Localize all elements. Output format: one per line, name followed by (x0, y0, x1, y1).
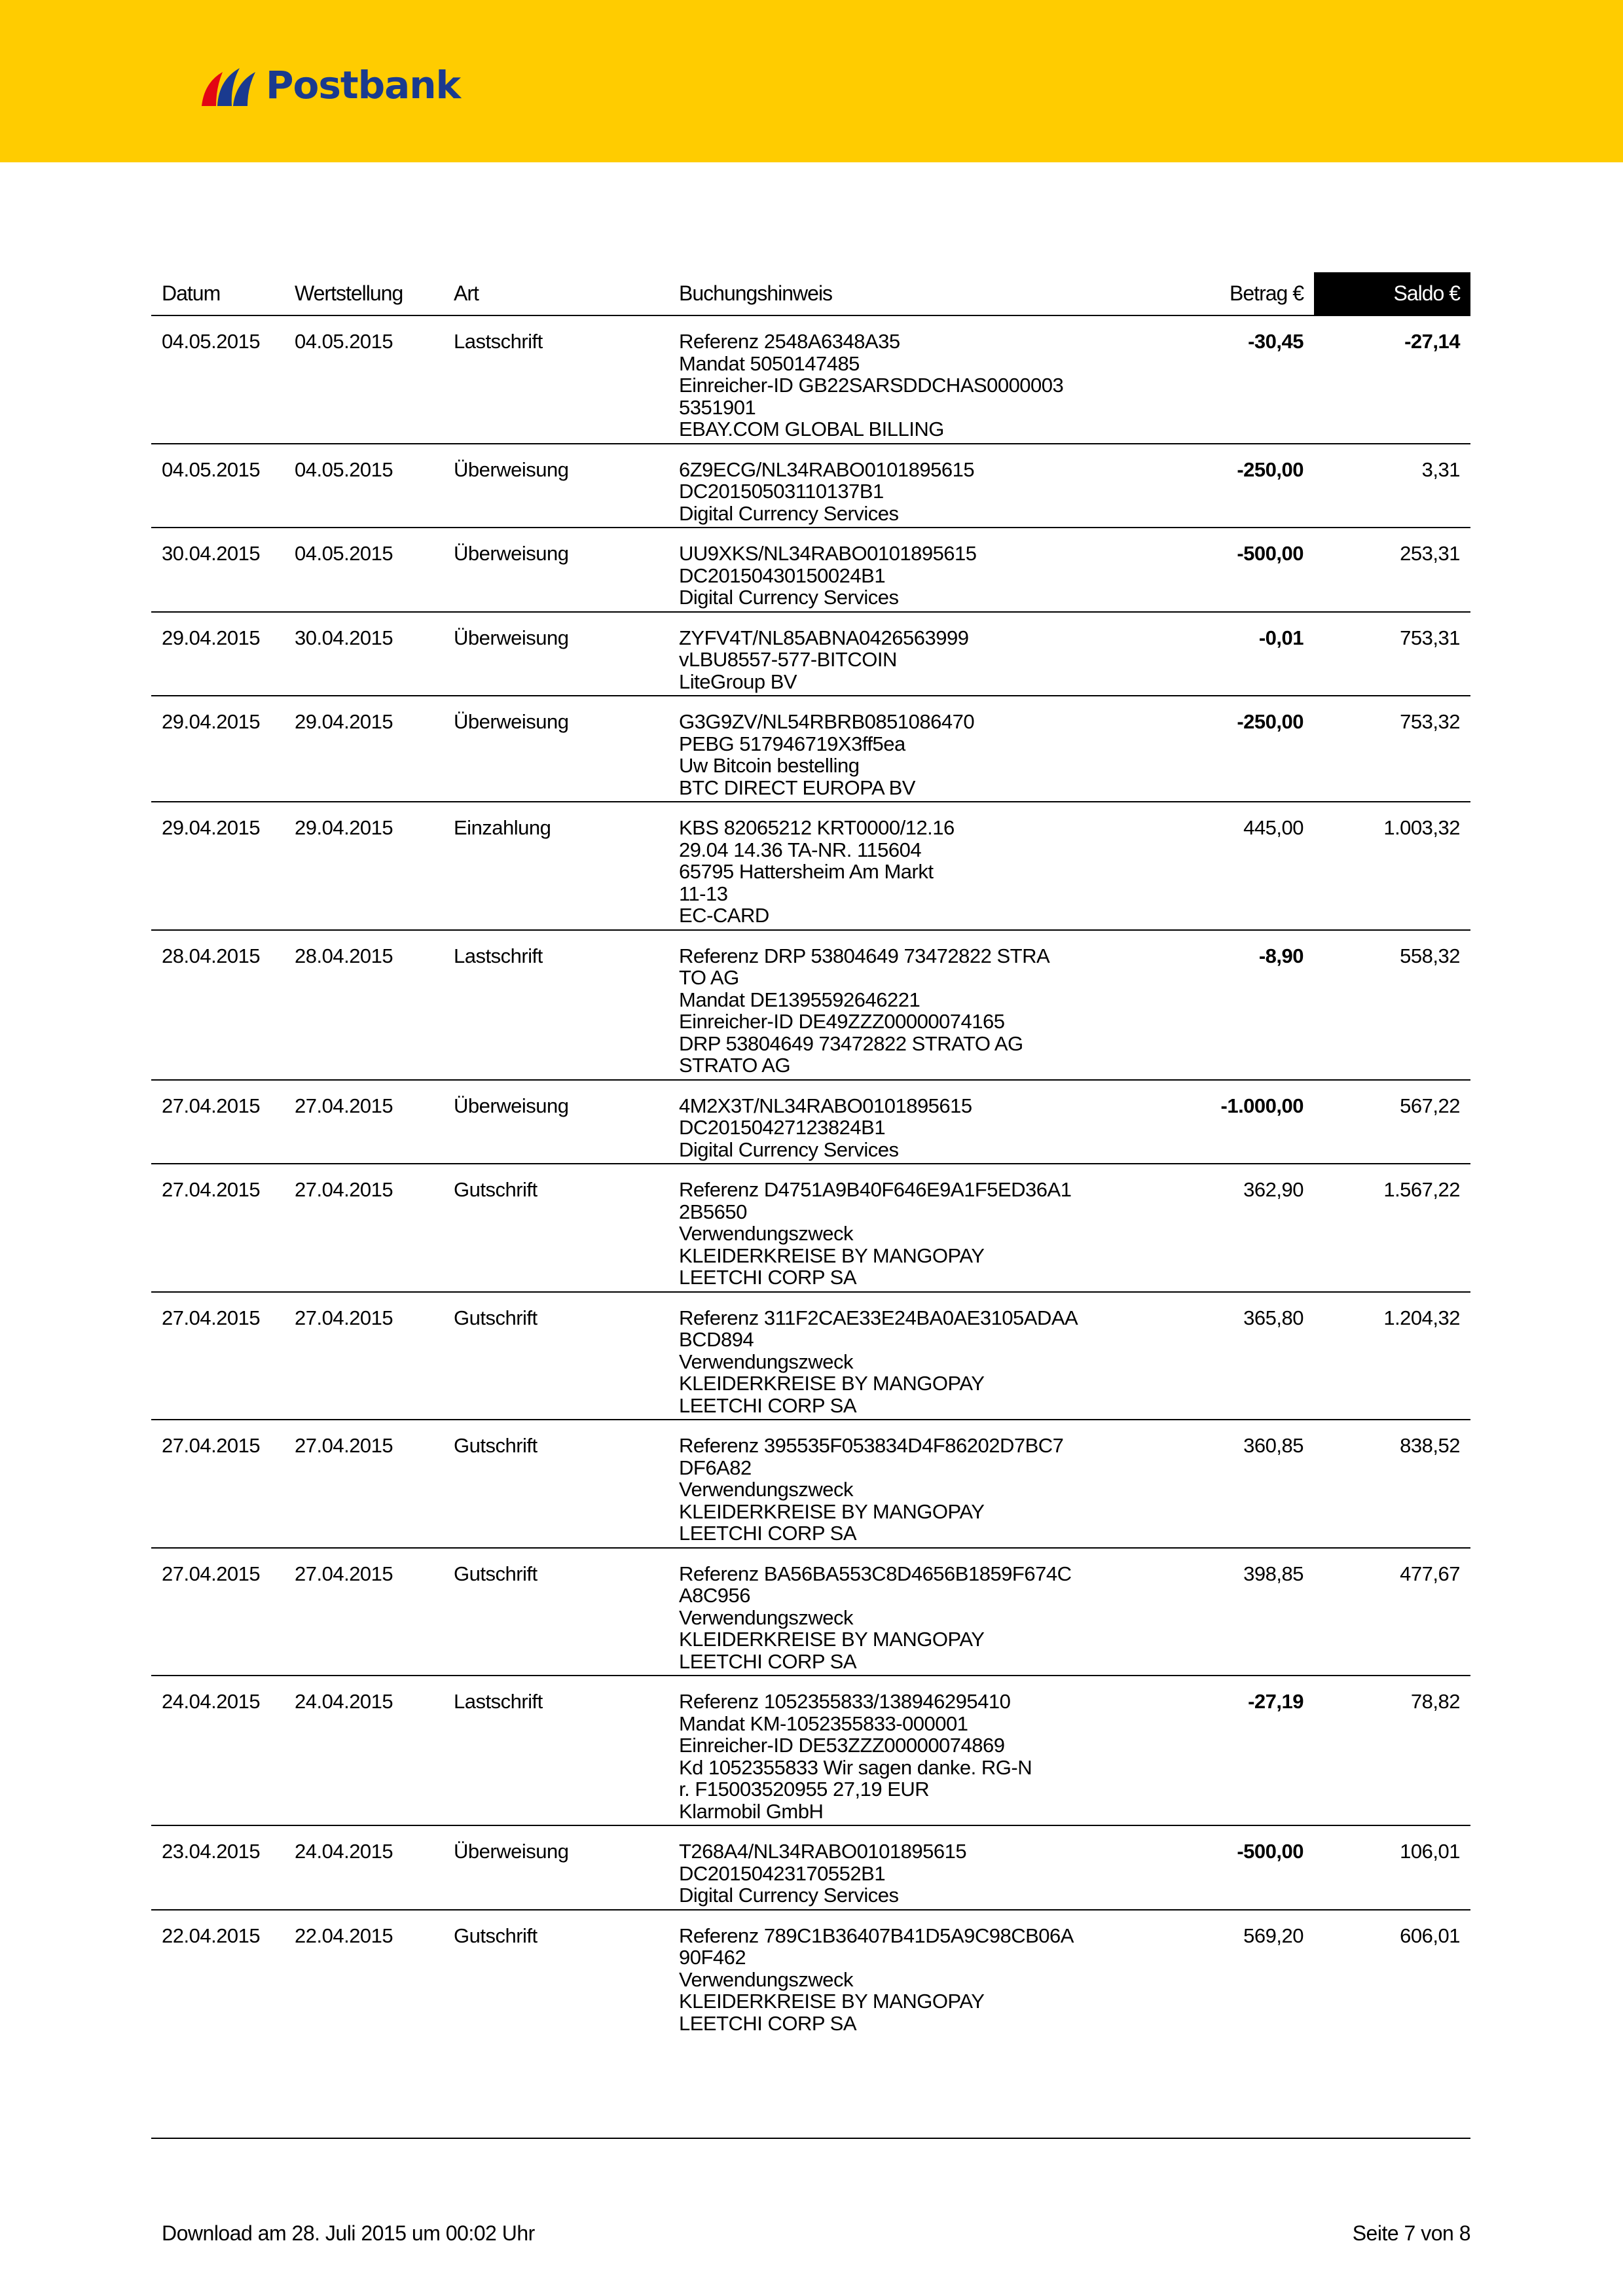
cell-art: Lastschrift (443, 930, 668, 1080)
buchungshinweis-line: Verwendungszweck (679, 1478, 853, 1501)
cell-art: Lastschrift (443, 1676, 668, 1825)
cell-wertstellung: 30.04.2015 (284, 612, 443, 696)
cell-wertstellung: 29.04.2015 (284, 696, 443, 802)
cell-saldo: 567,22 (1314, 1080, 1470, 1164)
cell-buchungshinweis (668, 930, 1179, 1080)
buchungshinweis-line: Referenz D4751A9B40F646E9A1F5ED36A1 (679, 1178, 1072, 1201)
cell-saldo: 1.567,22 (1314, 1164, 1470, 1292)
cell-art: Gutschrift (443, 1548, 668, 1676)
postbank-logo (196, 59, 460, 111)
buchungshinweis-line: Referenz 311F2CAE33E24BA0AE3105ADAA (679, 1306, 1078, 1329)
cell-wertstellung: 27.04.2015 (284, 1164, 443, 1292)
table-row (151, 1080, 1470, 1164)
cell-datum: 27.04.2015 (151, 1292, 284, 1420)
cell-datum: 04.05.2015 (151, 444, 284, 528)
buchungshinweis-line: 90F462 (679, 1946, 746, 1969)
buchungshinweis-line: LEETCHI CORP SA (679, 1393, 857, 1417)
table-row (151, 528, 1470, 612)
buchungshinweis-line: DC20150430150024B1 (679, 564, 886, 587)
buchungshinweis-line: Verwendungszweck (679, 1967, 853, 1991)
cell-saldo: 106,01 (1314, 1825, 1470, 1910)
cell-wertstellung: 24.04.2015 (284, 1825, 443, 1910)
cell-betrag: -250,00 (1179, 444, 1314, 528)
cell-wertstellung: 04.05.2015 (284, 444, 443, 528)
buchungshinweis-line: Digital Currency Services (679, 501, 899, 525)
cell-datum: 29.04.2015 (151, 612, 284, 696)
buchungshinweis-line: LEETCHI CORP SA (679, 1649, 857, 1673)
cell-saldo: 753,32 (1314, 696, 1470, 802)
buchungshinweis-line: 65795 Hattersheim Am Markt (679, 860, 934, 883)
cell-betrag: -250,00 (1179, 696, 1314, 802)
cell-datum: 24.04.2015 (151, 1676, 284, 1825)
buchungshinweis-line: Referenz BA56BA553C8D4656B1859F674C (679, 1562, 1072, 1585)
cell-buchungshinweis (668, 528, 1179, 612)
buchungshinweis-line: Referenz 789C1B36407B41D5A9C98CB06A (679, 1924, 1074, 1947)
column-header-betrag: Betrag € (1179, 272, 1314, 315)
cell-datum: 28.04.2015 (151, 930, 284, 1080)
table-row (151, 1292, 1470, 1420)
buchungshinweis-line: LEETCHI CORP SA (679, 1266, 857, 1289)
cell-buchungshinweis (668, 315, 1179, 444)
buchungshinweis-line: 29.04 14.36 TA-NR. 115604 (679, 838, 922, 861)
buchungshinweis-line: Klarmobil GmbH (679, 1799, 824, 1823)
buchungshinweis-line: KLEIDERKREISE BY MANGOPAY (679, 1372, 985, 1395)
buchungshinweis-line: KBS 82065212 KRT0000/12.16 (679, 816, 955, 839)
cell-saldo: 477,67 (1314, 1548, 1470, 1676)
buchungshinweis-line: Einreicher-ID DE49ZZZ00000074165 (679, 1010, 1005, 1033)
cell-datum: 23.04.2015 (151, 1825, 284, 1910)
bottom-divider (151, 2138, 1470, 2139)
page-number: Seite 7 von 8 (1352, 2221, 1470, 2245)
table-row (151, 612, 1470, 696)
buchungshinweis-line: PEBG 517946719X3ff5ea (679, 732, 905, 755)
cell-wertstellung: 24.04.2015 (284, 1676, 443, 1825)
cell-art: Überweisung (443, 1825, 668, 1910)
buchungshinweis-line: LEETCHI CORP SA (679, 1522, 857, 1545)
cell-datum: 29.04.2015 (151, 696, 284, 802)
cell-wertstellung: 28.04.2015 (284, 930, 443, 1080)
cell-wertstellung: 22.04.2015 (295, 1924, 393, 1947)
column-header-saldo: Saldo € (1314, 272, 1470, 315)
buchungshinweis-line: DC20150503110137B1 (679, 480, 884, 503)
cell-buchungshinweis (668, 1164, 1179, 1292)
column-header-art: Art (443, 272, 668, 315)
postbank-wordmark: Postbank (266, 63, 461, 107)
cell-betrag: -8,90 (1179, 930, 1314, 1080)
cell-betrag: 360,85 (1179, 1420, 1314, 1548)
cell-datum: 27.04.2015 (151, 1420, 284, 1548)
buchungshinweis-line: Referenz 2548A6348A35 (679, 330, 900, 353)
cell-saldo: -27,14 (1314, 315, 1470, 444)
cell-betrag: -0,01 (1179, 612, 1314, 696)
buchungshinweis-line: 11-13 (679, 882, 728, 905)
cell-saldo: 1.204,32 (1314, 1292, 1470, 1420)
buchungshinweis-line: r. F15003520955 27,19 EUR (679, 1778, 930, 1801)
cell-saldo: 753,31 (1314, 612, 1470, 696)
buchungshinweis-line: KLEIDERKREISE BY MANGOPAY (679, 1628, 985, 1651)
buchungshinweis-line: Digital Currency Services (679, 586, 899, 609)
cell-wertstellung: 27.04.2015 (284, 1420, 443, 1548)
table-row (151, 696, 1470, 802)
table-row (151, 1164, 1470, 1292)
cell-buchungshinweis (668, 444, 1179, 528)
cell-buchungshinweis (668, 802, 1179, 930)
cell-wertstellung: 04.05.2015 (284, 315, 443, 444)
column-header-datum: Datum (151, 272, 284, 315)
cell-saldo: 253,31 (1314, 528, 1470, 612)
cell-buchungshinweis (668, 1910, 1179, 2037)
buchungshinweis-line: Mandat 5050147485 (679, 351, 860, 375)
cell-wertstellung: 27.04.2015 (284, 1292, 443, 1420)
cell-datum: 30.04.2015 (151, 528, 284, 612)
cell-saldo: 838,52 (1314, 1420, 1470, 1548)
buchungshinweis-line: KLEIDERKREISE BY MANGOPAY (679, 1499, 985, 1523)
cell-buchungshinweis (668, 1080, 1179, 1164)
buchungshinweis-line: DRP 53804649 73472822 STRATO AG (679, 1031, 1023, 1055)
buchungshinweis-line: Referenz 1052355833/138946295410 (679, 1690, 1011, 1713)
buchungshinweis-line: 5351901 (679, 395, 756, 419)
cell-betrag: 362,90 (1179, 1164, 1314, 1292)
cell-wertstellung: 29.04.2015 (284, 802, 443, 930)
buchungshinweis-line: BCD894 (679, 1328, 754, 1351)
buchungshinweis-line: Verwendungszweck (679, 1350, 853, 1373)
cell-betrag: -500,00 (1179, 1825, 1314, 1910)
cell-art: Einzahlung (443, 802, 668, 930)
column-header-wertstellung: Wertstellung (284, 272, 443, 315)
buchungshinweis-line: EC-CARD (679, 904, 769, 927)
table-row (151, 930, 1470, 1080)
buchungshinweis-line: Referenz DRP 53804649 73472822 STRA (679, 944, 1050, 967)
buchungshinweis-line: vLBU8557-577-BITCOIN (679, 648, 897, 671)
cell-saldo: 3,31 (1314, 444, 1470, 528)
buchungshinweis-line: DC20150427123824B1 (679, 1116, 886, 1139)
cell-buchungshinweis (668, 612, 1179, 696)
cell-betrag: -500,00 (1179, 528, 1314, 612)
cell-art: Gutschrift (443, 1420, 668, 1548)
buchungshinweis-line: Mandat KM-1052355833-000001 (679, 1712, 968, 1735)
buchungshinweis-line: LEETCHI CORP SA (679, 2011, 857, 2035)
buchungshinweis-line: KLEIDERKREISE BY MANGOPAY (679, 1990, 985, 2013)
table-row (151, 802, 1470, 930)
cell-art: Lastschrift (443, 315, 668, 444)
cell-saldo: 78,82 (1314, 1676, 1470, 1825)
cell-wertstellung: 04.05.2015 (284, 528, 443, 612)
buchungshinweis-line: KLEIDERKREISE BY MANGOPAY (679, 1244, 985, 1267)
cell-betrag: 569,20 (1243, 1924, 1304, 1947)
buchungshinweis-line: ZYFV4T/NL85ABNA0426563999 (679, 626, 969, 649)
buchungshinweis-line: Verwendungszweck (679, 1605, 853, 1629)
cell-datum: 27.04.2015 (151, 1164, 284, 1292)
cell-saldo: 1.003,32 (1314, 802, 1470, 930)
cell-art: Überweisung (443, 1080, 668, 1164)
table-row (151, 1910, 1470, 2037)
table-row (151, 1676, 1470, 1825)
cell-art: Überweisung (443, 528, 668, 612)
postbank-logo-icon (196, 63, 257, 107)
cell-betrag: 365,80 (1179, 1292, 1314, 1420)
buchungshinweis-line: EBAY.COM GLOBAL BILLING (679, 418, 944, 440)
cell-betrag: 445,00 (1179, 802, 1314, 930)
table-row (151, 1548, 1470, 1676)
buchungshinweis-line: 2B5650 (679, 1200, 747, 1223)
buchungshinweis-line: Digital Currency Services (679, 1884, 899, 1907)
cell-saldo: 558,32 (1314, 930, 1470, 1080)
table-row (151, 1420, 1470, 1548)
buchungshinweis-line: Referenz 395535F053834D4F86202D7BC7 (679, 1434, 1064, 1457)
buchungshinweis-line: 6Z9ECG/NL34RABO0101895615 (679, 457, 975, 481)
buchungshinweis-line: DC20150423170552B1 (679, 1861, 886, 1885)
cell-art: Überweisung (443, 444, 668, 528)
buchungshinweis-line: BTC DIRECT EUROPA BV (679, 776, 915, 799)
transactions-body (151, 315, 1470, 2037)
cell-buchungshinweis (668, 696, 1179, 802)
buchungshinweis-line: LiteGroup BV (679, 670, 797, 693)
buchungshinweis-line: Einreicher-ID GB22SARSDDCHAS0000003 (679, 374, 1064, 397)
buchungshinweis-line: A8C956 (679, 1584, 751, 1607)
cell-buchungshinweis (668, 1548, 1179, 1676)
buchungshinweis-line: Kd 1052355833 Wir sagen danke. RG-N (679, 1755, 1032, 1779)
cell-buchungshinweis (668, 1825, 1179, 1910)
buchungshinweis-line: TO AG (679, 966, 739, 989)
cell-betrag: 398,85 (1179, 1548, 1314, 1676)
buchungshinweis-line: Einreicher-ID DE53ZZZ00000074869 (679, 1734, 1005, 1757)
buchungshinweis-line: G3G9ZV/NL54RBRB0851086470 (679, 710, 975, 733)
cell-datum: 27.04.2015 (151, 1548, 284, 1676)
cell-buchungshinweis (668, 1420, 1179, 1548)
cell-art: Gutschrift (454, 1924, 538, 1947)
table-row (151, 315, 1470, 444)
cell-art: Überweisung (443, 612, 668, 696)
cell-betrag: -30,45 (1179, 315, 1314, 444)
download-timestamp: Download am 28. Juli 2015 um 00:02 Uhr (162, 2221, 535, 2245)
transactions-table (151, 272, 1470, 2037)
buchungshinweis-line: DF6A82 (679, 1456, 752, 1479)
cell-art: Gutschrift (443, 1164, 668, 1292)
column-header-buchungshinweis: Buchungshinweis (668, 272, 1179, 315)
cell-saldo: 606,01 (1400, 1924, 1460, 1947)
cell-art: Gutschrift (443, 1292, 668, 1420)
buchungshinweis-line: Verwendungszweck (679, 1222, 853, 1245)
buchungshinweis-line: UU9XKS/NL34RABO0101895615 (679, 542, 977, 565)
cell-wertstellung: 27.04.2015 (284, 1548, 443, 1676)
cell-betrag: -27,19 (1179, 1676, 1314, 1825)
page-footer (162, 2221, 1470, 2246)
buchungshinweis-line: Uw Bitcoin bestelling (679, 754, 860, 777)
cell-betrag: -1.000,00 (1179, 1080, 1314, 1164)
cell-datum: 22.04.2015 (162, 1924, 261, 1947)
cell-datum: 04.05.2015 (151, 315, 284, 444)
cell-datum: 29.04.2015 (151, 802, 284, 930)
table-row (151, 444, 1470, 528)
buchungshinweis-line: Mandat DE1395592646221 (679, 988, 921, 1011)
table-header-row (151, 272, 1470, 315)
cell-datum: 27.04.2015 (151, 1080, 284, 1164)
header-band (0, 0, 1623, 162)
buchungshinweis-line: 4M2X3T/NL34RABO0101895615 (679, 1094, 972, 1117)
buchungshinweis-line: STRATO AG (679, 1054, 791, 1077)
table-row (151, 1825, 1470, 1910)
cell-buchungshinweis (668, 1676, 1179, 1825)
cell-art: Überweisung (443, 696, 668, 802)
transactions-table-wrap (151, 272, 1470, 2037)
cell-buchungshinweis (668, 1292, 1179, 1420)
cell-wertstellung: 27.04.2015 (284, 1080, 443, 1164)
buchungshinweis-line: Digital Currency Services (679, 1138, 899, 1161)
buchungshinweis-line: T268A4/NL34RABO0101895615 (679, 1840, 967, 1863)
